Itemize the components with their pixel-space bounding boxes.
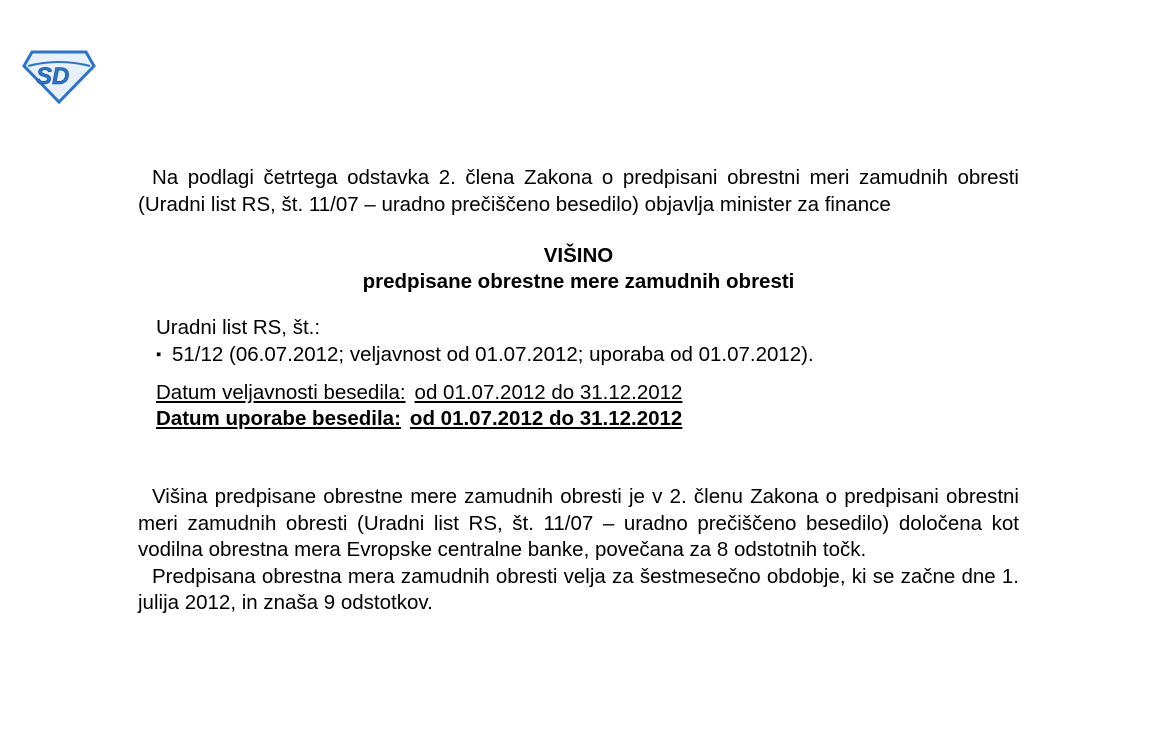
paragraph-2: Predpisana obrestna mera zamudnih obresti velja za šestmesečno obdobje, ki se začne dne 1. julija 2012, in znaša 9 odstotkov.	[138, 564, 1019, 614]
sd-logo	[22, 50, 96, 104]
svg-text:SD: SD	[36, 63, 70, 90]
diamond-logo-icon	[22, 50, 96, 104]
gazette-references	[156, 315, 1019, 368]
validity-label: Datum veljavnosti besedila:	[156, 381, 406, 404]
title-line-1: VIŠINO	[543, 244, 614, 267]
application-value: od 01.07.2012 do 31.12.2012	[409, 407, 683, 430]
gazette-label: Uradni list RS, št.:	[156, 316, 321, 339]
application-row	[156, 406, 1019, 432]
document-title	[138, 243, 1019, 295]
validity-value: od 01.07.2012 do 31.12.2012	[414, 381, 683, 404]
bullet-icon: ▪	[156, 345, 162, 363]
dates-block	[156, 380, 1019, 432]
application-label: Datum uporabe besedila:	[156, 407, 401, 430]
paragraph-1: Višina predpisane obrestne mere zamudnih obresti je v 2. členu Zakona o predpisani obrestni meri zamudnih obresti (Uradni list RS, št. 11/07 – uradno prečiščeno besedilo) določena kot vodilna obrestna mera Evropske centralne banke, povečana za 8 odstotnih točk.	[138, 485, 1019, 561]
document-body	[138, 165, 1019, 617]
gazette-item: 51/12 (06.07.2012; veljavnost od 01.07.2012; uporaba od 01.07.2012).	[172, 342, 814, 366]
list-item	[156, 342, 1019, 369]
body-text	[138, 484, 1019, 617]
validity-row	[156, 380, 1019, 406]
title-line-2: predpisane obrestne mere zamudnih obresti	[362, 270, 795, 293]
intro-paragraph: Na podlagi četrtega odstavka 2. člena Zakona o predpisani obrestni meri zamudnih obresti (Uradni list RS, št. 11/07 – uradno prečiščeno besedilo) objavlja minister za finance	[138, 166, 1019, 216]
